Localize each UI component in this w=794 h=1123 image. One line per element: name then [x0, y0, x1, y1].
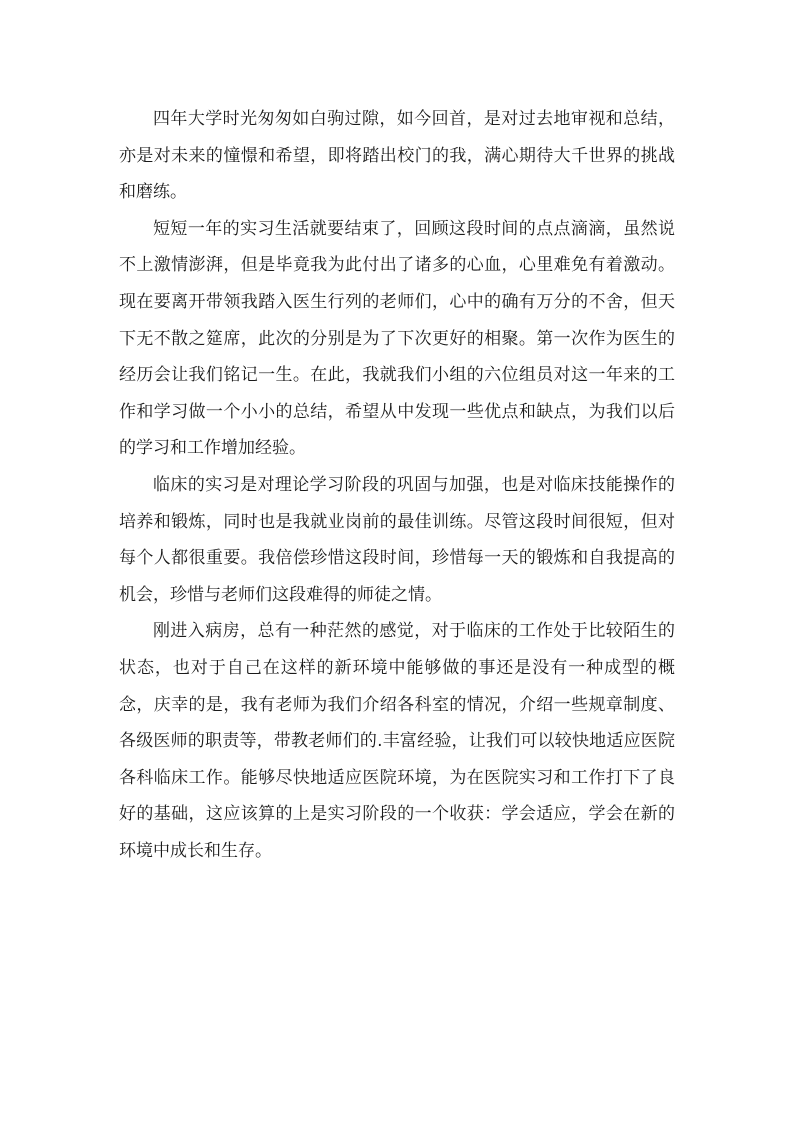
paragraph-1: 四年大学时光匆匆如白驹过隙，如今回首，是对过去地审视和总结，亦是对未来的憧憬和希望，即将踏出校门的我，满心期待大千世界的挑战和磨练。: [119, 109, 675, 203]
paragraph-3: 临床的实习是对理论学习阶段的巩固与加强，也是对临床技能操作的培养和锻炼，同时也是我就业岗前的最佳训练。尽管这段时间很短，但对每个人都很重要。我倍偿珍惜这段时间，珍惜每一天的锻炼和自我提高的机会，珍惜与老师们这段难得的师徒之情。: [119, 474, 675, 605]
document-body: [119, 101, 675, 869]
paragraph-4: 刚进入病房，总有一种茫然的感觉，对于临床的工作处于比较陌生的状态，也对于自己在这样的新环境中能够做的事还是没有一种成型的概念，庆幸的是，我有老师为我们介绍各科室的情况，介绍一些规章制度、各级医师的职责等，带教老师们的.丰富经验，让我们可以较快地适应医院各科临床工作。能够尽快地适应医院环境，为在医院实习和工作打下了良好的基础，这应该算的上是实习阶段的一个收获：学会适应，学会在新的环境中成长和生存。: [119, 621, 675, 861]
paragraph-2: 短短一年的实习生活就要结束了，回顾这段时间的点点滴滴，虽然说不上激情澎湃，但是毕竟我为此付出了诸多的心血，心里难免有着激动。现在要离开带领我踏入医生行列的老师们，心中的确有万分的不舍，但天下无不散之筵席，此次的分别是为了下次更好的相聚。第一次作为医生的经历会让我们铭记一生。在此，我就我们小组的六位组员对这一年来的工作和学习做一个小小的总结，希望从中发现一些优点和缺点，为我们以后的学习和工作增加经验。: [119, 218, 675, 459]
